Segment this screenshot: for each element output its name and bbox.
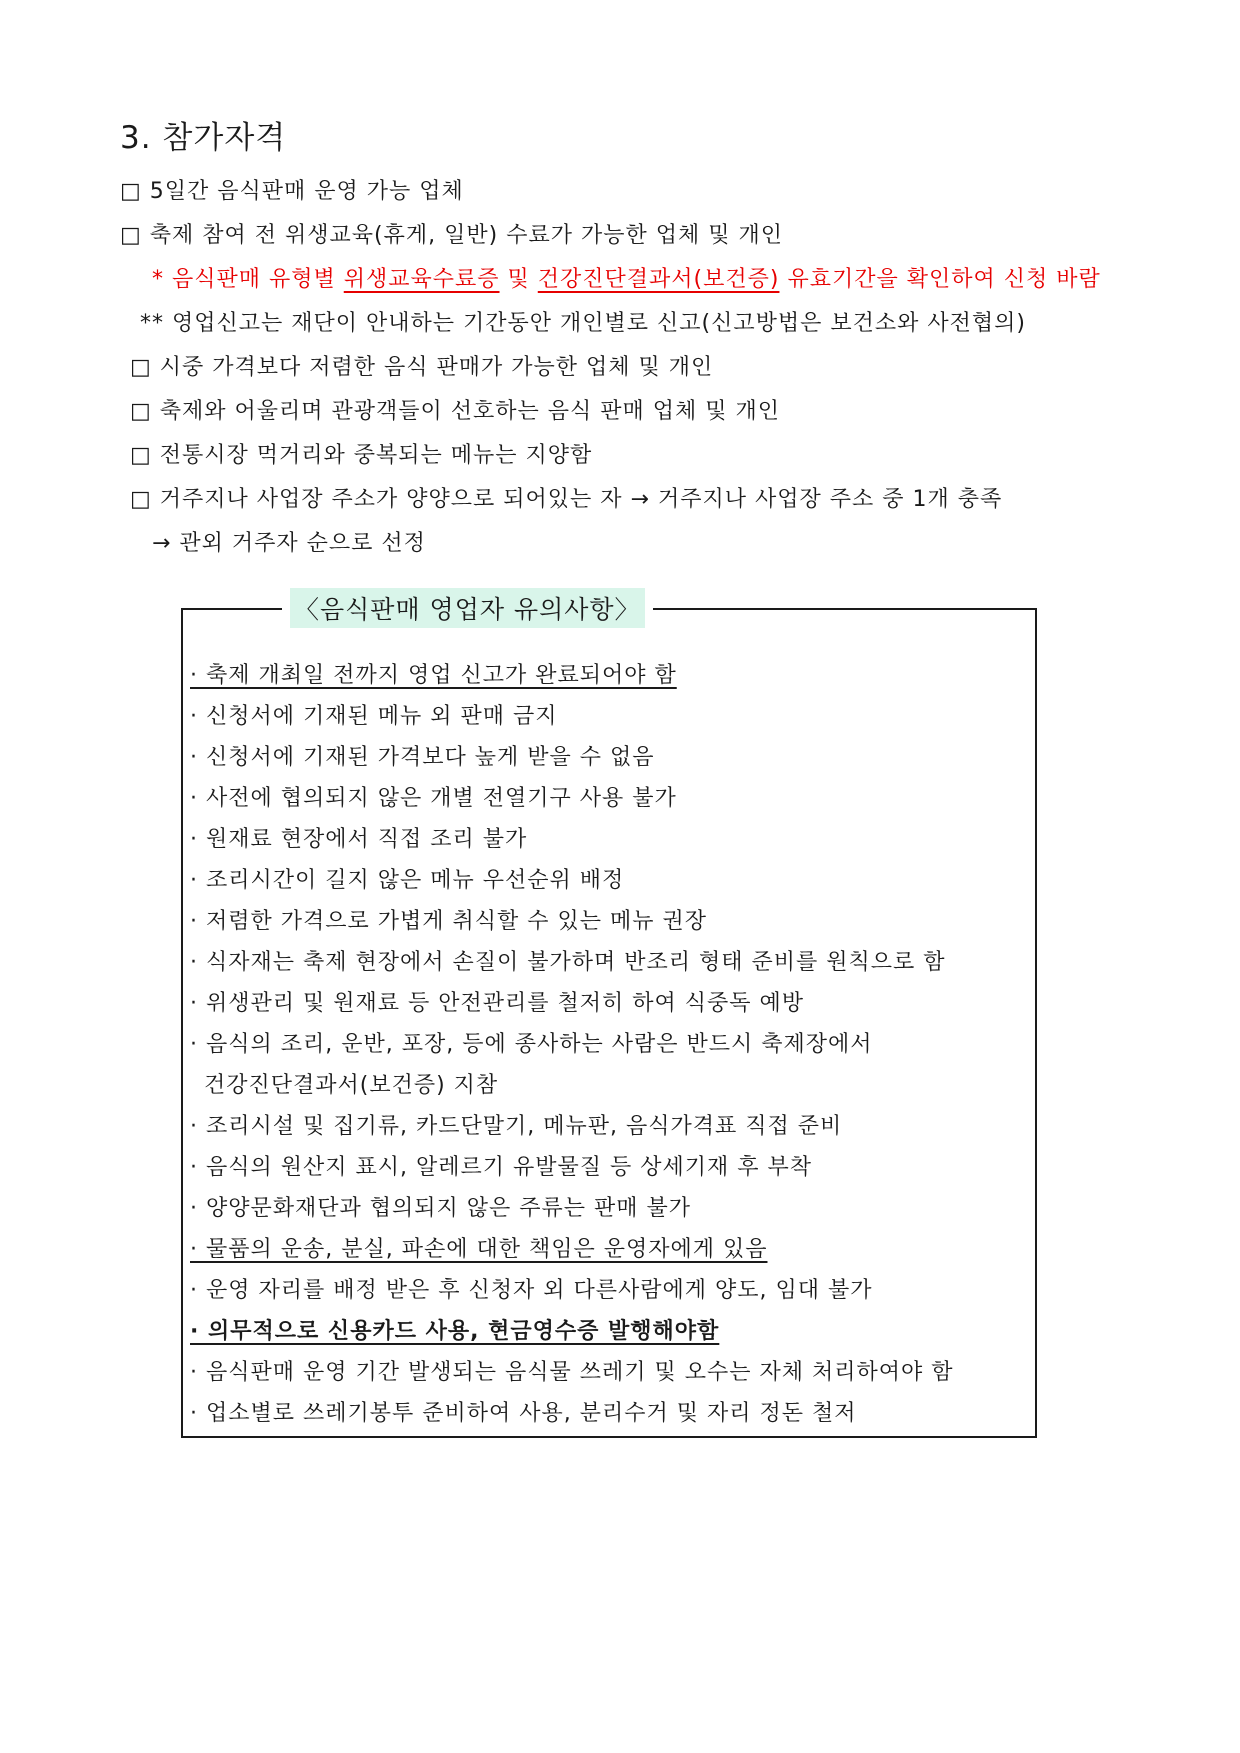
notice-item: · 양양문화재단과 협의되지 않은 주류는 판매 불가 — [190, 1196, 691, 1221]
checkbox-square-icon: □ — [130, 399, 152, 424]
notice-item: · 조리시간이 길지 않은 메뉴 우선순위 배정 — [190, 868, 625, 893]
red-note-prefix: * 음식판매 유형별 — [152, 267, 344, 292]
notice-item: · 업소별로 쓰레기봉투 준비하여 사용, 분리수거 및 자리 정돈 철저 — [190, 1401, 857, 1426]
qualification-item — [120, 174, 464, 205]
notice-item: · 저렴한 가격으로 가볍게 취식할 수 있는 메뉴 권장 — [190, 909, 707, 934]
notice-item: · 음식의 조리, 운반, 포장, 등에 종사하는 사람은 반드시 축제장에서 — [190, 1032, 873, 1057]
red-note — [152, 262, 1101, 293]
qualification-item — [130, 394, 780, 425]
section-title: 3. 참가자격 — [120, 120, 287, 156]
notice-item-text: · 물품의 운송, 분실, 파손에 대한 책임은 운영자에게 있음 — [190, 1237, 768, 1262]
notice-title — [282, 588, 653, 628]
checkbox-square-icon: □ — [120, 179, 142, 204]
qualification-item — [130, 350, 713, 381]
qualification-text: 5일간 음식판매 운영 가능 업체 — [149, 179, 464, 204]
qualification-text: 축제와 어울리며 관광객들이 선호하는 음식 판매 업체 및 개인 — [159, 399, 781, 424]
notice-title-text: 〈음식판매 영업자 유의사항〉 — [290, 588, 645, 628]
notice-item-text: · 축제 개최일 전까지 영업 신고가 완료되어야 함 — [190, 663, 677, 688]
red-note-underline-education: 위생교육수료증 — [343, 267, 500, 292]
qualification-text: 거주지나 사업장 주소가 양양으로 되어있는 자 → 거주지나 사업장 주소 중 1개 충족 — [159, 487, 1003, 512]
checkbox-square-icon: □ — [130, 487, 152, 512]
notice-item: · 신청서에 기재된 메뉴 외 판매 금지 — [190, 704, 558, 729]
notice-item — [190, 658, 677, 689]
notice-item: · 음식의 원산지 표시, 알레르기 유발물질 등 상세기재 후 부착 — [190, 1155, 812, 1180]
qualification-text: 시중 가격보다 저렴한 음식 판매가 가능한 업체 및 개인 — [159, 355, 714, 380]
notice-item: · 원재료 현장에서 직접 조리 불가 — [190, 827, 528, 852]
red-note-suffix: 유효기간을 확인하여 신청 바람 — [779, 267, 1101, 292]
qualification-item — [130, 482, 1002, 513]
double-asterisk-note: ** 영업신고는 재단이 안내하는 기간동안 개인별로 신고(신고방법은 보건소와 사전협의) — [140, 311, 1026, 336]
checkbox-square-icon: □ — [130, 355, 152, 380]
notice-item-emphasis — [190, 1314, 719, 1345]
red-note-underline-health: 건강진단결과서(보건증) — [537, 267, 780, 292]
qualification-text: 축제 참여 전 위생교육(휴게, 일반) 수료가 가능한 업체 및 개인 — [149, 223, 783, 248]
qualification-text: 전통시장 먹거리와 중복되는 메뉴는 지양함 — [159, 443, 593, 468]
checkbox-square-icon: □ — [130, 443, 152, 468]
notice-item: · 운영 자리를 배정 받은 후 신청자 외 다른사람에게 양도, 임대 불가 — [190, 1278, 873, 1303]
notice-item — [190, 1232, 767, 1263]
notice-item-continuation: 건강진단결과서(보건증) 지참 — [204, 1073, 499, 1098]
red-note-middle: 및 — [499, 267, 538, 292]
notice-item: · 식자재는 축제 현장에서 손질이 불가하며 반조리 형태 준비를 원칙으로 함 — [190, 950, 946, 975]
notice-item: · 사전에 협의되지 않은 개별 전열기구 사용 불가 — [190, 786, 677, 811]
notice-item-text: · 의무적으로 신용카드 사용, 현금영수증 발행해야함 — [190, 1319, 720, 1344]
qualification-item — [130, 438, 592, 469]
notice-item: · 위생관리 및 원재료 등 안전관리를 철저히 하여 식중독 예방 — [190, 991, 804, 1016]
checkbox-square-icon: □ — [120, 223, 142, 248]
notice-item: · 조리시설 및 집기류, 카드단말기, 메뉴판, 음식가격표 직접 준비 — [190, 1114, 843, 1139]
qualification-item — [120, 218, 783, 249]
notice-item: · 신청서에 기재된 가격보다 높게 받을 수 없음 — [190, 745, 655, 770]
arrow-line: → 관외 거주자 순으로 선정 — [152, 531, 426, 556]
notice-item: · 음식판매 운영 기간 발생되는 음식물 쓰레기 및 오수는 자체 처리하여야 함 — [190, 1360, 954, 1385]
